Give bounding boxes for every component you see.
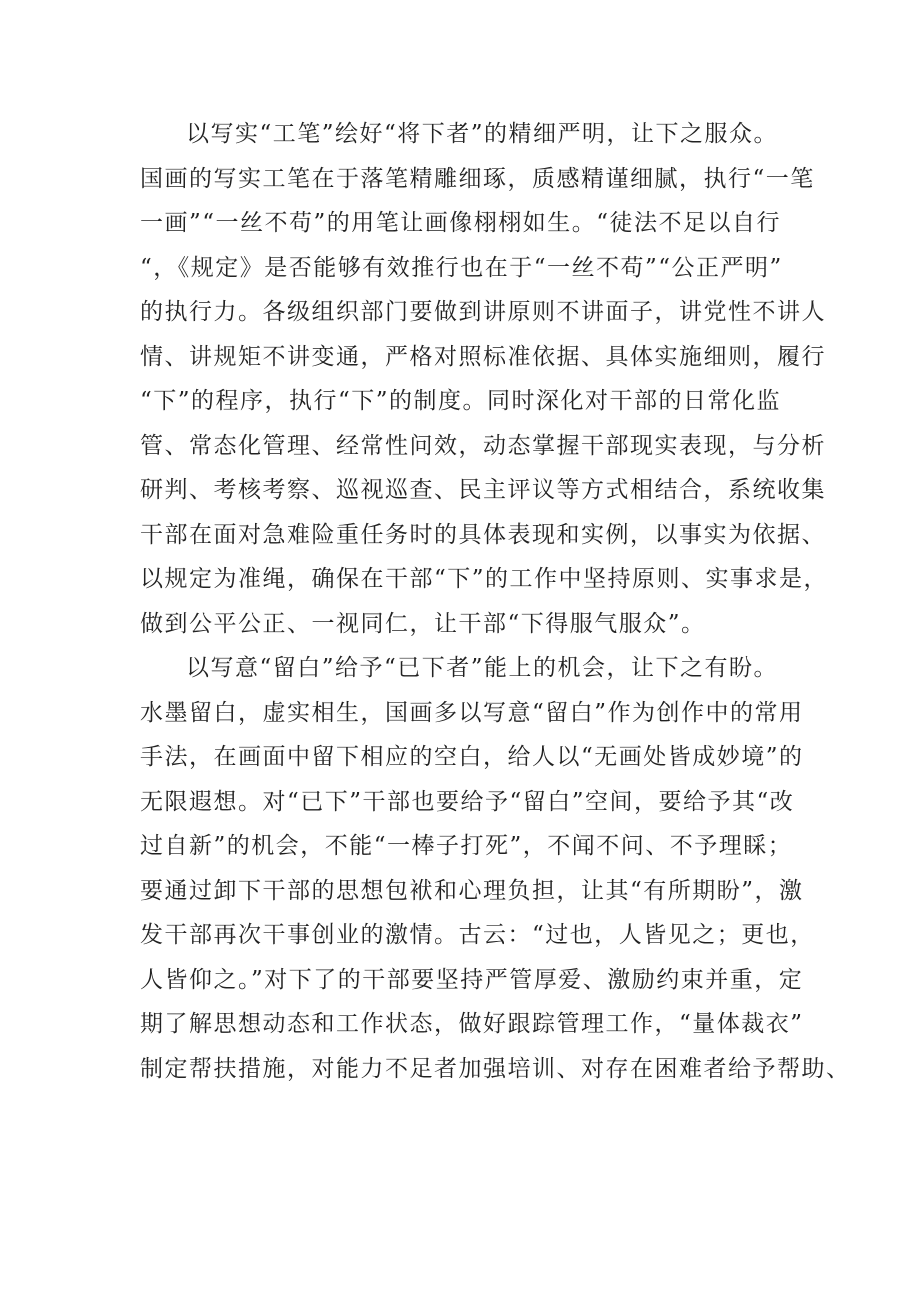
paragraph-line: 一画”“一丝不苟”的用笔让画像栩栩如生。“徒法不足以自行 [140,210,782,236]
paragraph-line: 过自新”的机会，不能“一棒子打死”，不闻不问、不予理睬； [140,833,793,859]
paragraph-line: 以规定为准绳，确保在干部“下”的工作中坚持原则、实事求是， [140,566,829,592]
paragraph-line: 研判、考核考察、巡视巡查、民主评议等方式相结合，系统收集 [140,477,826,503]
paragraph-line: 无限遐想。对“已下”干部也要给予“留白”空间，要给予其“改 [140,788,795,815]
paragraph-line: 人皆仰之。”对下了的干部要坚持严管厚爱、激励约束并重，定 [140,966,804,993]
paragraph-line: 发干部再次干事创业的激情。古云：“过也，人皆见之；更也， [140,922,815,948]
paragraph-line: 以写实“工笔”绘好“将下者”的精细严明，让下之服众。 [186,121,779,147]
paragraph-1 [140,112,829,646]
paragraph-line: 要通过卸下干部的思想包袱和心理负担，让其“有所期盼”，激 [140,877,804,904]
paragraph-line: 手法，在画面中留下相应的空白，给人以“无画处皆成妙境”的 [140,744,804,770]
paragraph-line: 水墨留白，虚实相生，国画多以写意“留白”作为创作中的常用 [140,699,804,726]
paragraph-line: 干部在面对急难险重任务时的具体表现和实例，以事实为依据、 [140,521,826,548]
paragraph-line: “，《规定》是否能够有效推行也在于“一丝不苟”“公正严明” [140,254,783,281]
paragraph-line: 管、常态化管理、经常性问效，动态掌握干部现实表现，与分析 [140,432,826,459]
paragraph-line: 做到公平公正、一视同仁，让干部“下得服气服众”。 [140,610,706,637]
paragraph-2 [140,646,851,1091]
paragraph-line: 以写意“留白”给予“已下者”能上的机会，让下之有盼。 [186,655,779,681]
paragraph-line: “下”的程序，执行“下”的制度。同时深化对干部的日常化监 [140,388,782,414]
paragraph-line: 制定帮扶措施，对能力不足者加强培训、对存在困难者给予帮助、 [140,1055,851,1082]
paragraph-line: 情、讲规矩不讲变通，严格对照标准依据、具体实施细则，履行 [140,343,826,370]
paragraph-line: 期了解思想动态和工作状态，做好跟踪管理工作，“量体裁衣” [140,1011,804,1037]
document-body [140,112,851,1091]
paragraph-line: 国画的写实工笔在于落笔精雕细琢，质感精谨细腻，执行“一笔 [140,165,815,192]
paragraph-line: 的执行力。各级组织部门要做到讲原则不讲面子，讲党性不讲人 [140,299,826,325]
